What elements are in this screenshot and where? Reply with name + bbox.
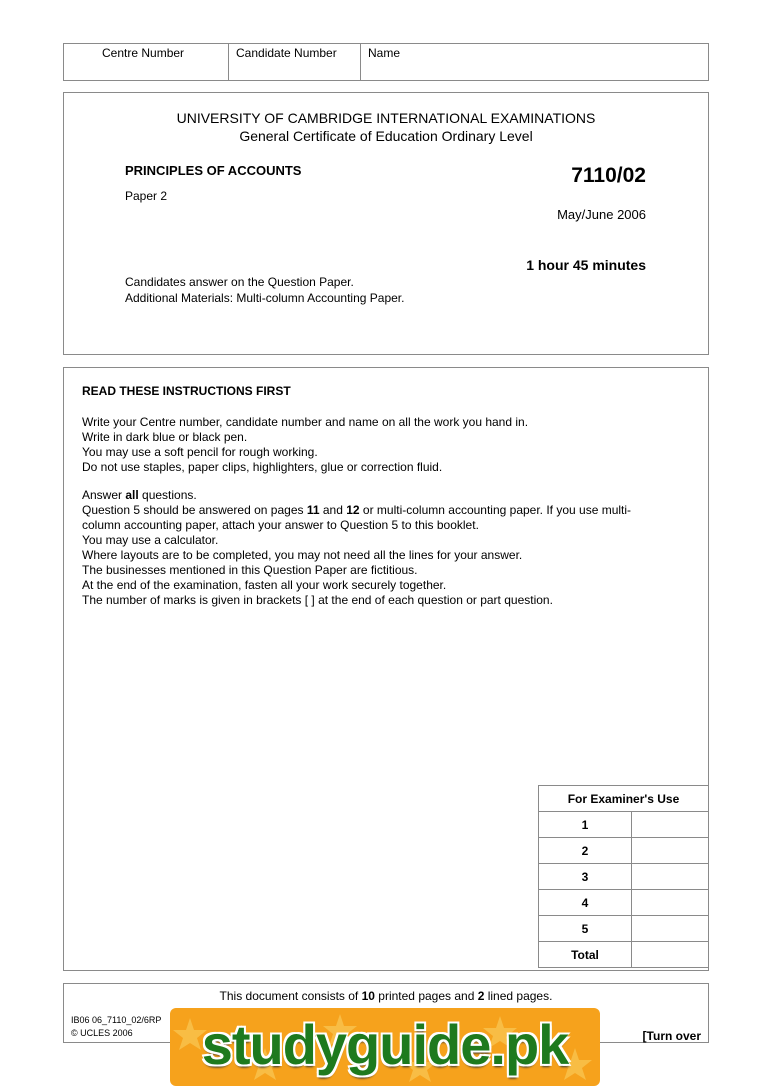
question-number: 3 — [539, 864, 632, 890]
instruction-line: Write your Centre number, candidate number and name on all the work you hand in. — [82, 415, 529, 429]
total-cell — [632, 942, 709, 968]
mark-cell — [632, 890, 709, 916]
university-name: UNIVERSITY OF CAMBRIDGE INTERNATIONAL EXAMINATIONS — [176, 110, 596, 126]
instruction-line: Answer all questions. — [82, 488, 197, 502]
instruction-line: The number of marks is given in brackets [ ] at the end of each question or part question. — [82, 593, 553, 607]
instruction-line: Where layouts are to be completed, you may not need all the lines for your answer. — [82, 548, 523, 562]
mark-cell — [632, 916, 709, 942]
turn-over-note: [Turn over — [642, 1029, 701, 1043]
mark-cell — [632, 864, 709, 890]
additional-materials: Additional Materials: Multi-column Accounting Paper. — [125, 291, 405, 305]
paper-number: Paper 2 — [125, 189, 168, 203]
total-label: Total — [539, 942, 632, 968]
answer-location: Candidates answer on the Question Paper. — [125, 275, 354, 289]
watermark-text: studyguide.pk — [201, 1013, 569, 1076]
page-count-note: This document consists of 10 printed pages and 2 lined pages. — [219, 989, 553, 1003]
examiner-table-heading: For Examiner's Use — [539, 786, 709, 812]
exam-duration: 1 hour 45 minutes — [526, 257, 646, 273]
question-number: 2 — [539, 838, 632, 864]
instruction-line: You may use a calculator. — [82, 533, 219, 547]
subject-title: PRINCIPLES OF ACCOUNTS — [125, 163, 302, 178]
question-number: 5 — [539, 916, 632, 942]
instruction-line: column accounting paper, attach your answer to Question 5 to this booklet. — [82, 518, 479, 532]
instruction-line: You may use a soft pencil for rough working. — [82, 445, 318, 459]
name-label: Name — [368, 46, 401, 60]
copyright-notice: © UCLES 2006 — [71, 1028, 133, 1038]
instructions-heading: READ THESE INSTRUCTIONS FIRST — [82, 384, 291, 398]
instruction-line: Write in dark blue or black pen. — [82, 430, 248, 444]
centre-number-label: Centre Number — [102, 46, 185, 60]
instruction-line: The businesses mentioned in this Question Paper are fictitious. — [82, 563, 418, 577]
instruction-line: Question 5 should be answered on pages 11 and 12 or multi-column accounting paper. If you use multi- — [82, 503, 632, 517]
candidate-number-label: Candidate Number — [236, 46, 337, 60]
divider — [228, 44, 229, 80]
mark-cell — [632, 812, 709, 838]
divider — [360, 44, 361, 80]
paper-header — [63, 92, 709, 355]
exam-session: May/June 2006 — [557, 207, 646, 222]
document-reference: IB06 06_7110_02/6RP — [71, 1015, 162, 1025]
certificate-name: General Certificate of Education Ordinary Level — [239, 128, 533, 144]
instructions-general — [82, 415, 528, 475]
question-number: 4 — [539, 890, 632, 916]
paper-code: 7110/02 — [571, 164, 646, 187]
instruction-line: At the end of the examination, fasten all your work securely together. — [82, 578, 447, 592]
mark-cell — [632, 838, 709, 864]
instruction-line: Do not use staples, paper clips, highlighters, glue or correction fluid. — [82, 460, 443, 474]
candidate-details-bar — [63, 43, 709, 81]
instructions-answering — [82, 488, 631, 608]
studyguide-watermark — [170, 1008, 600, 1086]
examiner-use-table — [538, 785, 709, 968]
question-number: 1 — [539, 812, 632, 838]
